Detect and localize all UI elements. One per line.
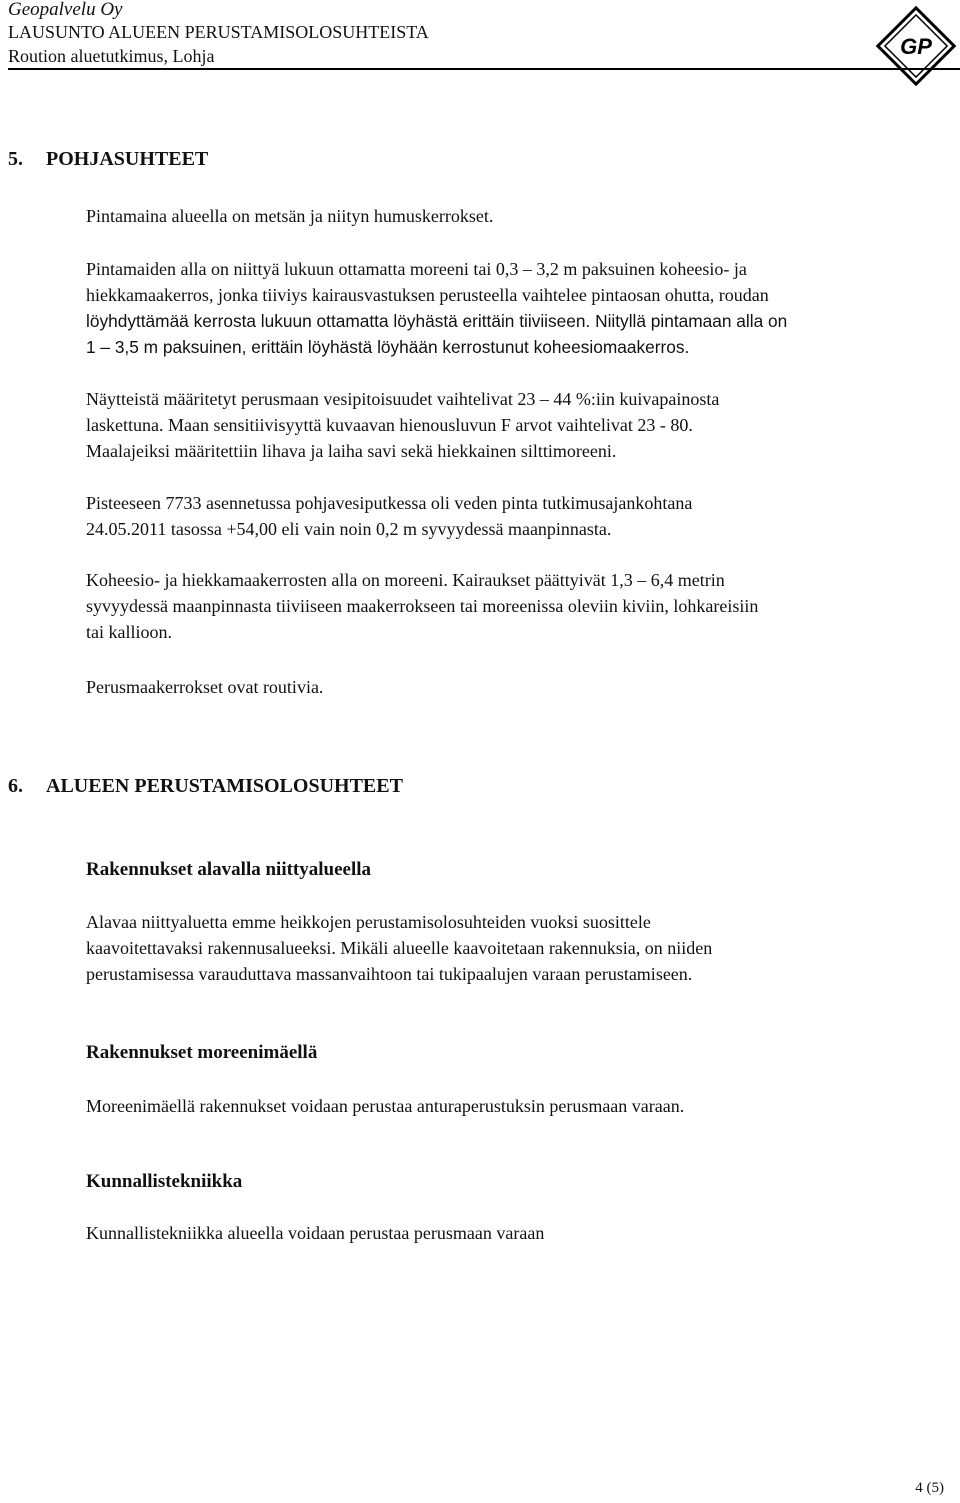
paragraph-water-content-line-1: Näytteistä määritetyt perusmaan vesipitoisuudet vaihtelivat 23 – 44 %:iin kuivapainosta [86,389,720,409]
header-divider [8,68,960,70]
subheading-moraine-hill-buildings: Rakennukset moreenimäellä [86,1042,318,1063]
paragraph-meadow-buildings-line-3: perustamisessa varauduttava massanvaihtoon tai tukipaalujen varaan perustamiseen. [86,964,693,984]
paragraph-water-content-line-2: laskettuna. Maan sensitiivisyyttä kuvaavan hienousluvun F arvot vaihtelivat 23 - 80. [86,415,693,435]
company-logo [874,4,958,88]
paragraph-moraine-hill-buildings: Moreenimäellä rakennukset voidaan perustaa anturaperustuksin perusmaan varaan. [86,1096,685,1116]
section-6-number: 6. [8,775,23,797]
paragraph-moraine-line-2: syvyydessä maanpinnasta tiiviiseen maakerrokseen tai moreenissa oleviin kiviin, lohkareisiin [86,596,759,616]
paragraph-soil-layers-line-3: löyhdyttämää kerrosta lukuun ottamatta löyhästä erittäin tiiviiseen. Niityllä pintamaan alla on [86,311,788,331]
section-6-title: ALUEEN PERUSTAMISOLOSUHTEET [46,775,403,797]
section-5-heading [8,147,208,171]
subheading-municipal-engineering: Kunnallistekniikka [86,1171,243,1192]
paragraph-moraine-line-1: Koheesio- ja hiekkamaakerrosten alla on moreeni. Kairaukset päättyivät 1,3 – 6,4 metrin [86,570,725,590]
paragraph-soil-layers-line-4: 1 – 3,5 m paksuinen, erittäin löyhästä löyhään kerrostunut koheesiomaakerros. [86,337,690,357]
company-name: Geopalvelu Oy [8,0,123,20]
section-5-number: 5. [8,148,23,170]
page-number: 4 (5) [915,1480,944,1496]
paragraph-moraine-line-3: tai kallioon. [86,622,172,642]
paragraph-surface-soils: Pintamaina alueella on metsän ja niityn humuskerrokset. [86,206,494,226]
section-5-title: POHJASUHTEET [46,148,209,170]
paragraph-municipal-engineering: Kunnallistekniikka alueella voidaan perustaa perusmaan varaan [86,1223,545,1243]
logo-text: GP [900,34,932,59]
paragraph-frost-susceptibility: Perusmaakerrokset ovat routivia. [86,677,324,697]
paragraph-soil-layers-line-1: Pintamaiden alla on niittyä lukuun ottamatta moreeni tai 0,3 – 3,2 m paksuinen koheesio- ja [86,259,747,279]
paragraph-meadow-buildings-line-1: Alavaa niittyaluetta emme heikkojen perustamisolosuhteiden vuoksi suosittele [86,912,651,932]
paragraph-groundwater-line-2: 24.05.2011 tasossa +54,00 eli vain noin 0,2 m syvyydessä maanpinnasta. [86,519,612,539]
subheading-meadow-buildings: Rakennukset alavalla niittyalueella [86,859,372,880]
project-name: Roution aluetutkimus, Lohja [8,46,215,66]
paragraph-meadow-buildings-line-2: kaavoitettavaksi rakennusalueeksi. Mikäli alueelle kaavoitetaan rakennuksia, on niiden [86,938,713,958]
paragraph-groundwater-line-1: Pisteeseen 7733 asennetussa pohjavesiputkessa oli veden pinta tutkimusajankohtana [86,493,693,513]
section-6-heading [8,774,403,798]
report-title: LAUSUNTO ALUEEN PERUSTAMISOLOSUHTEISTA [8,22,429,42]
paragraph-water-content-line-3: Maalajeiksi määritettiin lihava ja laiha savi sekä hiekkainen silttimoreeni. [86,441,617,461]
paragraph-soil-layers-line-2: hiekkamaakerros, jonka tiiviys kairausvastuksen perusteella vaihtelee pintaosan ohutta, roudan [86,285,769,305]
